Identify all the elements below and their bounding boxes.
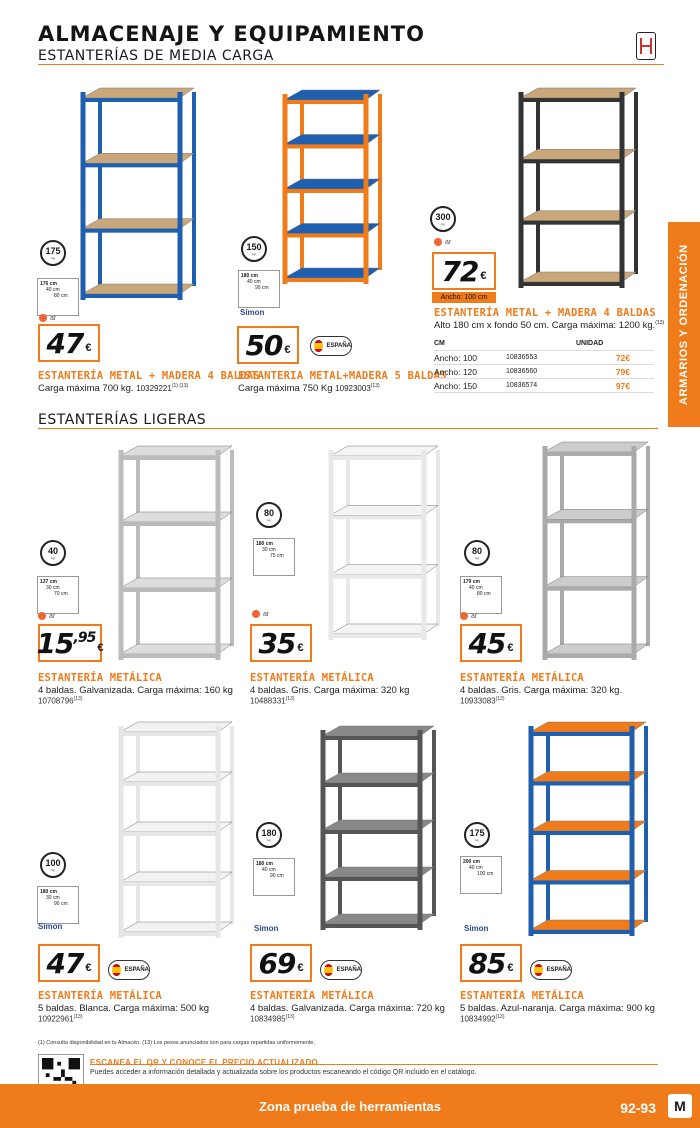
brand-logo: ar [460,612,477,620]
price-table-row: Ancho: 150 10836574 97€ [434,379,654,393]
ar-logo-icon [39,314,47,322]
price-table: CM UNIDAD Ancho: 100 10836553 72€ Ancho: 120 10836560 79€ Ancho: 150 10836574 97€ [434,337,654,393]
spain-flag-icon [534,964,543,976]
dimensions-icon: 180 cm 30 cm 90 cm [37,886,79,924]
qr-text: Puedes acceder a información detallada y actualizada sobre los productos escaneando el código QR incluido en el catálogo. [90,1069,477,1076]
product-description: 4 baldas. Galvanizada. Carga máxima: 720 kg 10834985$^{(13)}$ [250,1003,445,1024]
brand-logo: M [668,1094,692,1118]
ar-logo-icon [460,612,468,620]
price-tag: 72 € [432,252,496,290]
shelf-image [318,720,438,930]
product-title: ESTANTERÍA METÁLICA [38,672,162,684]
shelf-image [326,440,442,640]
divider [38,64,664,65]
load-weight-icon: 40 kg [40,540,66,566]
shelf-image [280,84,384,284]
price-table-row: Ancho: 100 10836553 72€ [434,351,654,365]
ar-logo-icon [38,612,46,620]
dimensions-icon: 176 cm 40 cm 80 cm [37,278,79,316]
product-description: 4 baldas. Galvanizada. Carga máxima: 160 kg 10708796$^{(13)}$ [38,685,233,706]
price-tag: 35 € [250,624,312,662]
footnote: (1) Consulta disponibilidad en tu Almacén. (13) Los pesos anunciados son para cargas repartidas uniformemente. [38,1040,315,1046]
price-tag: 85 € [460,944,522,982]
spain-flag-icon [112,964,121,976]
product-title: ESTANTERÍA METAL + MADERA 4 BALDAS [38,370,260,382]
load-weight-icon: 150 kg [241,236,267,262]
made-in-spain-badge: ESPAÑA [320,960,362,980]
shelf-image [116,440,236,660]
dimensions-icon: 200 cm 40 cm 100 cm [460,856,502,894]
spain-flag-icon [324,964,333,976]
qr-title: ESCANEA EL QR Y CONOCE EL PRECIO ACTUALIZADO [90,1058,319,1067]
sidebar-category-tab[interactable]: ARMARIOS Y ORDENACIÓN [668,222,700,427]
made-in-spain-badge: ESPAÑA [310,336,352,356]
shelf-image [540,436,652,660]
shelf-image [116,716,236,938]
product-title: ESTANTERÍA METÁLICA [38,990,162,1002]
footer-label: Zona prueba de herramientas [258,1098,442,1114]
section-subtitle: ESTANTERÍAS DE MEDIA CARGA [38,48,274,64]
product-description: Carga máxima 750 Kg 10923003$^{(13)}$ [238,383,380,395]
load-weight-icon: 175 kg [40,240,66,266]
dimensions-icon: 180 cm 40 cm 90 cm [238,270,280,308]
product-description: Carga máxima 700 kg. $10329221^{(1) (13)}$ [38,383,189,395]
dimensions-icon: 137 cm 30 cm 70 cm [37,576,79,614]
product-title: ESTANTERIA METAL+MADERA 5 BALDAS [238,370,447,382]
price-tag: 47 € [38,944,100,982]
brand-logo: Simon [240,308,265,317]
page-title: ALMACENAJE Y EQUIPAMIENTO [38,22,425,46]
made-in-spain-badge: ESPAÑA [530,960,572,980]
shelf-image [78,82,198,300]
divider [38,428,658,429]
product-description: 5 baldas. Azul-naranja. Carga máxima: 900 kg 10834992$^{(13)}$ [460,1003,655,1024]
brand-logo: Simon [254,924,279,933]
dimensions-icon: 180 cm 40 cm 90 cm [253,858,295,896]
price-table-row: Ancho: 120 10836560 79€ [434,365,654,379]
load-weight-icon: 100 kg [40,852,66,878]
ar-logo-icon [434,238,442,246]
price-tag: 45 € [460,624,522,662]
spain-flag-icon [314,340,323,352]
brand-logo: ar [252,610,269,618]
load-weight-icon: 300 kg [430,206,456,232]
product-description: 4 baldas. Gris. Carga máxima: 320 kg. 10933083$^{(13)}$ [460,685,623,706]
dimensions-icon: 179 cm 40 cm 80 cm [460,576,502,614]
price-tag: 69 € [250,944,312,982]
made-in-spain-badge: ESPAÑA [108,960,150,980]
price-tag: 15 ,95 € [38,624,102,662]
product-title: ESTANTERÍA METÁLICA [460,672,584,684]
section-title-light: ESTANTERÍAS LIGERAS [38,412,207,428]
price-tag: 47 € [38,324,100,362]
product-description: Alto 180 cm x fondo 50 cm. Carga máxima: 1200 kg.$^{(13)}$ [434,320,665,332]
page-number: 92-93 [620,1100,656,1116]
brand-logo: Simon [464,924,489,933]
brand-logo: ar [39,314,56,322]
product-title: ESTANTERÍA METÁLICA [250,990,374,1002]
footer-bar [0,1084,700,1128]
product-title: ESTANTERÍA METÁLICA [250,672,374,684]
product-description: 5 baldas. Blanca. Carga máxima: 500 kg 10922961$^{(13)}$ [38,1003,210,1024]
brand-logo: Simon [38,922,63,931]
product-description: 4 baldas. Gris. Carga máxima: 320 kg 10488331$^{(13)}$ [250,685,410,706]
shelf-image [526,716,650,936]
load-weight-icon: 80 kg [256,502,282,528]
product-title: ESTANTERÍA METÁLICA [460,990,584,1002]
h-tool-logo-icon [636,32,656,60]
brand-logo: ar [434,238,451,246]
ar-logo-icon [252,610,260,618]
load-weight-icon: 180 kg [256,822,282,848]
dimensions-icon: 180 cm 30 cm 75 cm [253,538,295,576]
brand-logo: ar [38,612,55,620]
load-weight-icon: 175 kg [464,822,490,848]
product-title: ESTANTERÍA METAL + MADERA 4 BALDAS [434,307,656,319]
price-tag: 50 € [237,326,299,364]
load-weight-icon: 80 kg [464,540,490,566]
width-note: Ancho: 100 cm [432,292,496,303]
shelf-image [516,82,640,288]
